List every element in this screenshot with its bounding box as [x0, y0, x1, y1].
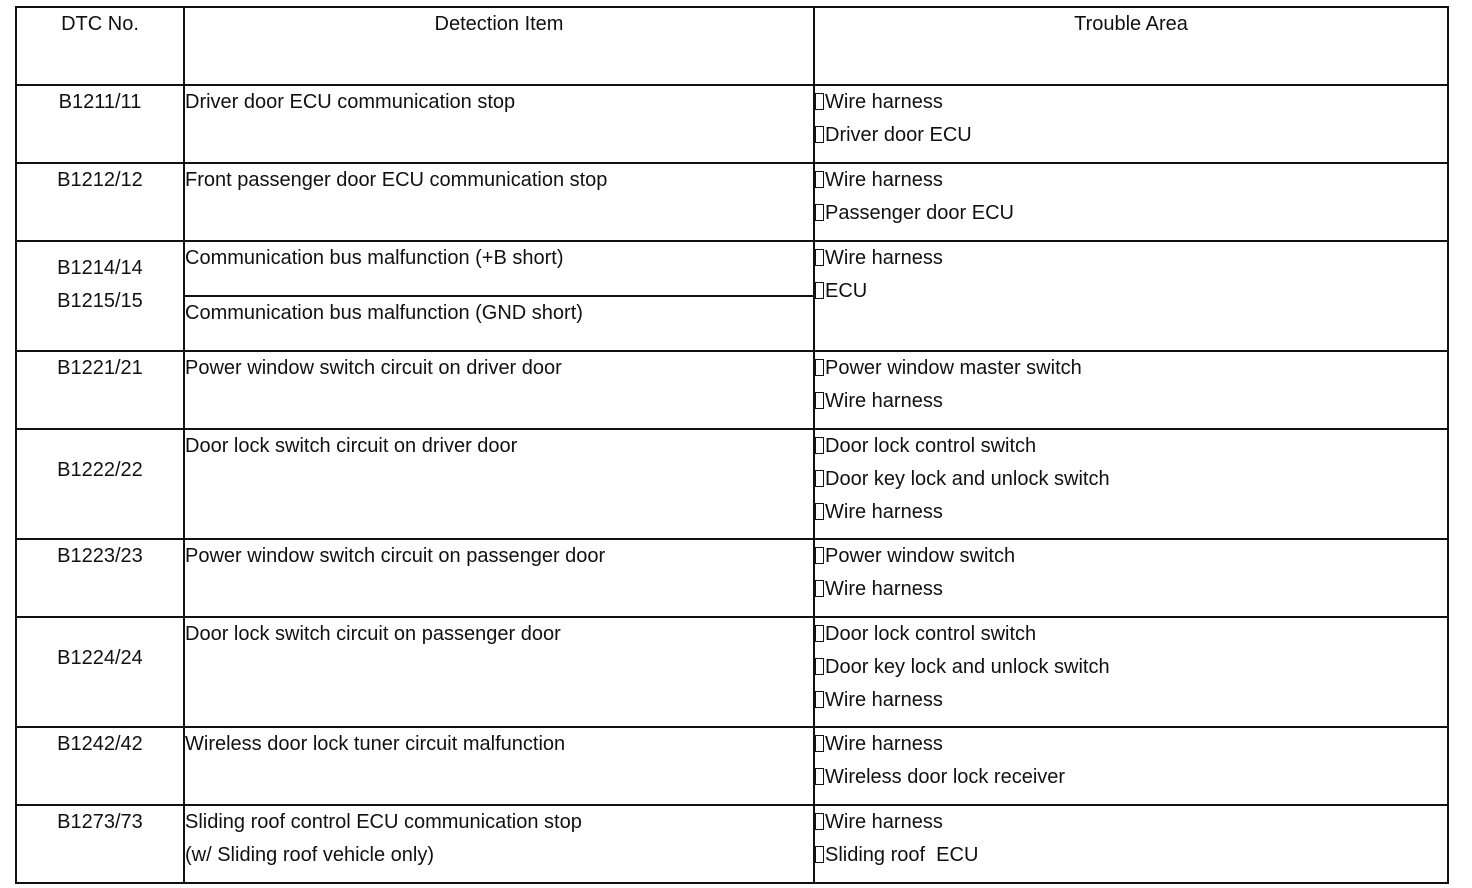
detection-item-cell — [184, 296, 814, 351]
checkbox-square-icon — [815, 392, 824, 409]
detection-item-cell — [184, 163, 814, 241]
trouble-area-cell — [814, 539, 1448, 617]
checkbox-square-icon — [815, 658, 824, 675]
table-row — [16, 617, 1448, 727]
dtc-code-cell — [16, 727, 184, 805]
detection-item: Driver door ECU communication stop — [185, 91, 516, 113]
table-row — [16, 163, 1448, 241]
dtc-code: B1215/15 — [57, 290, 143, 312]
checkbox-square-icon — [815, 93, 824, 110]
trouble-area-item: Door key lock and unlock switch — [815, 463, 1447, 496]
header-detection-item: Detection Item — [184, 7, 814, 85]
dtc-code: B1221/21 — [57, 357, 143, 379]
trouble-area-item: Wire harness — [815, 385, 1447, 418]
header-row — [16, 7, 1448, 85]
checkbox-square-icon — [815, 126, 824, 143]
detection-item: Power window switch circuit on passenger door — [185, 545, 606, 567]
detection-item: Door lock switch circuit on driver door — [185, 435, 518, 457]
trouble-area-item: Wire harness — [815, 86, 1447, 119]
table-row — [16, 805, 1448, 883]
trouble-area-item: Door lock control switch — [815, 618, 1447, 651]
trouble-area-item: Driver door ECU — [815, 119, 1447, 152]
detection-item-cell — [184, 727, 814, 805]
dtc-code: B1242/42 — [57, 733, 143, 755]
checkbox-square-icon — [815, 503, 824, 520]
dtc-code-cell — [16, 85, 184, 163]
table-row — [16, 429, 1448, 539]
trouble-area-item: Wire harness — [815, 684, 1447, 717]
detection-item: Communication bus malfunction (GND short) — [185, 302, 583, 324]
checkbox-square-icon — [815, 813, 824, 830]
checkbox-square-icon — [815, 580, 824, 597]
checkbox-square-icon — [815, 437, 824, 454]
trouble-area-item: Wire harness — [815, 164, 1447, 197]
detection-item-cell — [184, 85, 814, 163]
checkbox-square-icon — [815, 768, 824, 785]
checkbox-square-icon — [815, 735, 824, 752]
table-row — [16, 539, 1448, 617]
dtc-code: B1222/22 — [57, 459, 143, 481]
checkbox-square-icon — [815, 359, 824, 376]
dtc-code-cell — [16, 429, 184, 539]
detection-item-cell — [184, 805, 814, 883]
dtc-code-cell — [16, 351, 184, 429]
dtc-code-cell — [16, 539, 184, 617]
detection-item-cell — [184, 539, 814, 617]
dtc-code: B1211/11 — [58, 91, 142, 113]
dtc-code: B1273/73 — [57, 811, 143, 833]
detection-item: Door lock switch circuit on passenger door — [185, 623, 561, 645]
trouble-area-item: Wire harness — [815, 573, 1447, 606]
trouble-area-item: ECU — [815, 275, 1447, 308]
table-row — [16, 351, 1448, 429]
checkbox-square-icon — [815, 204, 824, 221]
detection-item-cell — [184, 617, 814, 727]
trouble-area-item: Wire harness — [815, 242, 1447, 275]
dtc-code: B1212/12 — [57, 169, 143, 191]
trouble-area-item: Wire harness — [815, 806, 1447, 839]
trouble-area-cell — [814, 163, 1448, 241]
detection-item-cell — [184, 351, 814, 429]
trouble-area-item: Wire harness — [815, 496, 1447, 529]
trouble-area-item: Door lock control switch — [815, 430, 1447, 463]
detection-item: Communication bus malfunction (+B short) — [185, 247, 564, 269]
checkbox-square-icon — [815, 691, 824, 708]
dtc-table — [15, 6, 1449, 884]
checkbox-square-icon — [815, 282, 824, 299]
checkbox-square-icon — [815, 470, 824, 487]
checkbox-square-icon — [815, 547, 824, 564]
dtc-code: B1223/23 — [57, 545, 143, 567]
detection-item-cell — [184, 241, 814, 296]
checkbox-square-icon — [815, 625, 824, 642]
trouble-area-cell — [814, 85, 1448, 163]
dtc-code-cell — [16, 163, 184, 241]
header-dtc-no: DTC No. — [16, 7, 184, 85]
trouble-area-cell — [814, 429, 1448, 539]
trouble-area-item: Sliding roof ECU — [815, 839, 1447, 872]
trouble-area-item: Power window switch — [815, 540, 1447, 573]
trouble-area-item: Passenger door ECU — [815, 197, 1447, 230]
dtc-code-cell — [16, 617, 184, 727]
checkbox-square-icon — [815, 249, 824, 266]
trouble-area-item: Door key lock and unlock switch — [815, 651, 1447, 684]
checkbox-square-icon — [815, 846, 824, 863]
detection-item: Wireless door lock tuner circuit malfunction — [185, 733, 566, 755]
trouble-area-cell — [814, 241, 1448, 351]
dtc-code-cell — [16, 241, 184, 351]
detection-item-cell — [184, 429, 814, 539]
checkbox-square-icon — [815, 171, 824, 188]
dtc-code-cell — [16, 805, 184, 883]
trouble-area-cell — [814, 351, 1448, 429]
detection-item: Sliding roof control ECU communication stop — [185, 811, 582, 833]
header-trouble-area: Trouble Area — [814, 7, 1448, 85]
table-row — [16, 727, 1448, 805]
detection-item: Power window switch circuit on driver door — [185, 357, 562, 379]
table-row — [16, 241, 1448, 296]
trouble-area-cell — [814, 727, 1448, 805]
detection-item-note: (w/ Sliding roof vehicle only) — [185, 844, 434, 866]
trouble-area-cell — [814, 617, 1448, 727]
dtc-code: B1214/14 — [57, 257, 143, 279]
trouble-area-item: Wireless door lock receiver — [815, 761, 1447, 794]
trouble-area-cell — [814, 805, 1448, 883]
detection-item: Front passenger door ECU communication stop — [185, 169, 608, 191]
dtc-code: B1224/24 — [57, 647, 143, 669]
table-row — [16, 85, 1448, 163]
trouble-area-item: Power window master switch — [815, 352, 1447, 385]
trouble-area-item: Wire harness — [815, 728, 1447, 761]
